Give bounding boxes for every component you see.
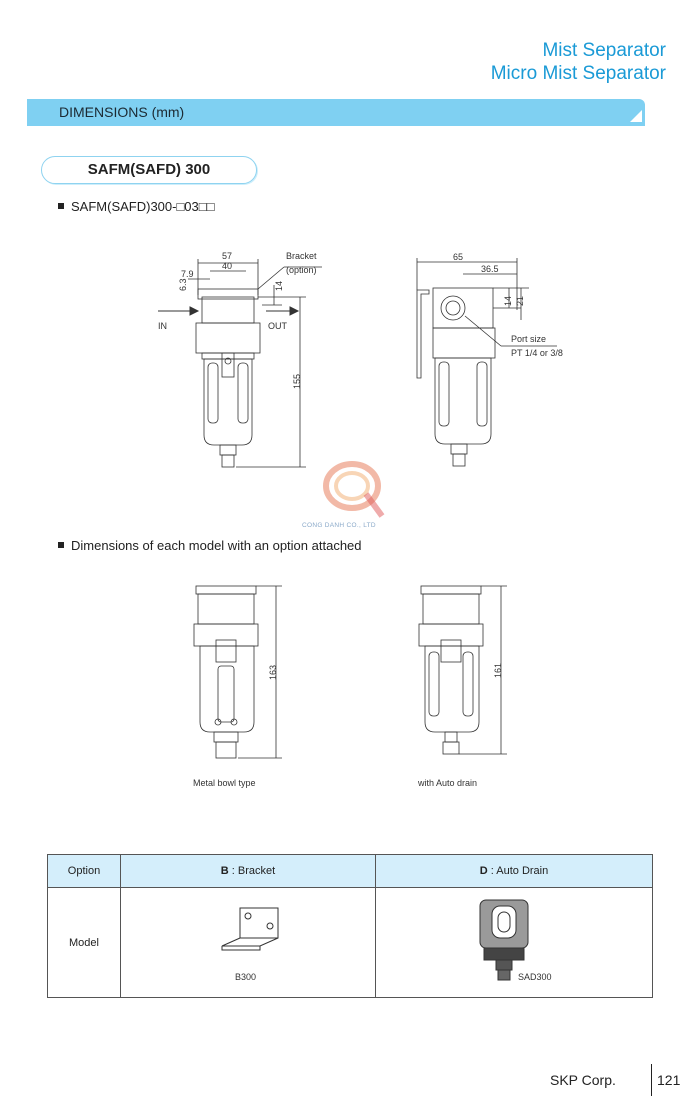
- front-dim-width-total: 57: [222, 251, 233, 261]
- port-label-2: PT 1/4 or 3/8: [511, 348, 563, 358]
- metal-bowl-caption: Metal bowl type: [193, 778, 256, 788]
- footer-divider: [651, 1064, 652, 1096]
- side-dim-a: 14: [503, 295, 513, 306]
- header-bracket-name: : Bracket: [228, 865, 276, 877]
- options-table: [47, 854, 653, 998]
- auto-drain-drawing: [415, 582, 515, 772]
- bracket-icon: [216, 904, 286, 954]
- page-number: 121: [657, 1072, 681, 1088]
- header-auto-drain: [376, 855, 653, 888]
- front-dim-width-inner: 40: [222, 261, 233, 271]
- auto-drain-caption: with Auto drain: [418, 778, 478, 788]
- table-header-row: [48, 855, 653, 888]
- front-dim-port-height: 14: [274, 280, 284, 291]
- bracket-label-1: Bracket: [286, 251, 317, 261]
- port-label-1: Port size: [511, 334, 547, 344]
- front-dim-top: 6.3: [178, 278, 188, 291]
- header-auto-drain-code: D: [479, 865, 488, 877]
- bullet-square-icon: [58, 203, 64, 209]
- bracket-label-2: (option): [286, 265, 317, 275]
- side-view-drawing: [405, 250, 585, 480]
- header-option: Option: [48, 855, 121, 888]
- bracket-cell: [121, 888, 376, 998]
- section-header-bar: [27, 99, 645, 126]
- auto-drain-cell: [376, 888, 653, 998]
- side-dim-width-half: 36.5: [481, 264, 499, 274]
- header-bracket-code: B: [220, 865, 229, 877]
- auto-drain-dim-height: 161: [493, 662, 503, 678]
- options-bullet: [58, 538, 362, 553]
- footer-company: SKP Corp.: [550, 1072, 616, 1088]
- row-label-model: Model: [48, 888, 121, 998]
- header-auto-drain-name: : Auto Drain: [487, 865, 549, 877]
- company-logo-watermark: [316, 446, 392, 522]
- front-dim-height: 155: [292, 373, 302, 389]
- side-dim-b: 21: [515, 295, 525, 306]
- auto-drain-model: SAD300: [518, 972, 552, 982]
- front-dim-offset: 7.9: [181, 269, 194, 279]
- part-code-bullet: [58, 199, 214, 214]
- section-title: DIMENSIONS (mm): [59, 104, 185, 120]
- page-title-line-1: Mist Separator: [542, 40, 666, 61]
- bracket-model: B300: [235, 972, 257, 982]
- page-title-line-2: Micro Mist Separator: [490, 63, 666, 84]
- label-in: IN: [158, 321, 167, 331]
- header-bracket: [121, 855, 376, 888]
- metal-bowl-dim-height: 163: [268, 664, 278, 680]
- part-code: SAFM(SAFD)300-□03□□: [71, 199, 215, 214]
- side-dim-width-total: 65: [453, 252, 464, 262]
- label-out: OUT: [268, 321, 287, 331]
- corner-fold-icon: [630, 110, 642, 122]
- front-view-drawing: [150, 245, 330, 475]
- bullet-square-icon: [58, 542, 64, 548]
- model-title: SAFM(SAFD) 300: [41, 156, 257, 184]
- watermark-text: CONG DANH CO., LTD: [302, 522, 376, 529]
- table-row: [48, 888, 653, 998]
- options-title: Dimensions of each model with an option attached: [71, 538, 362, 553]
- metal-bowl-drawing: [190, 582, 290, 772]
